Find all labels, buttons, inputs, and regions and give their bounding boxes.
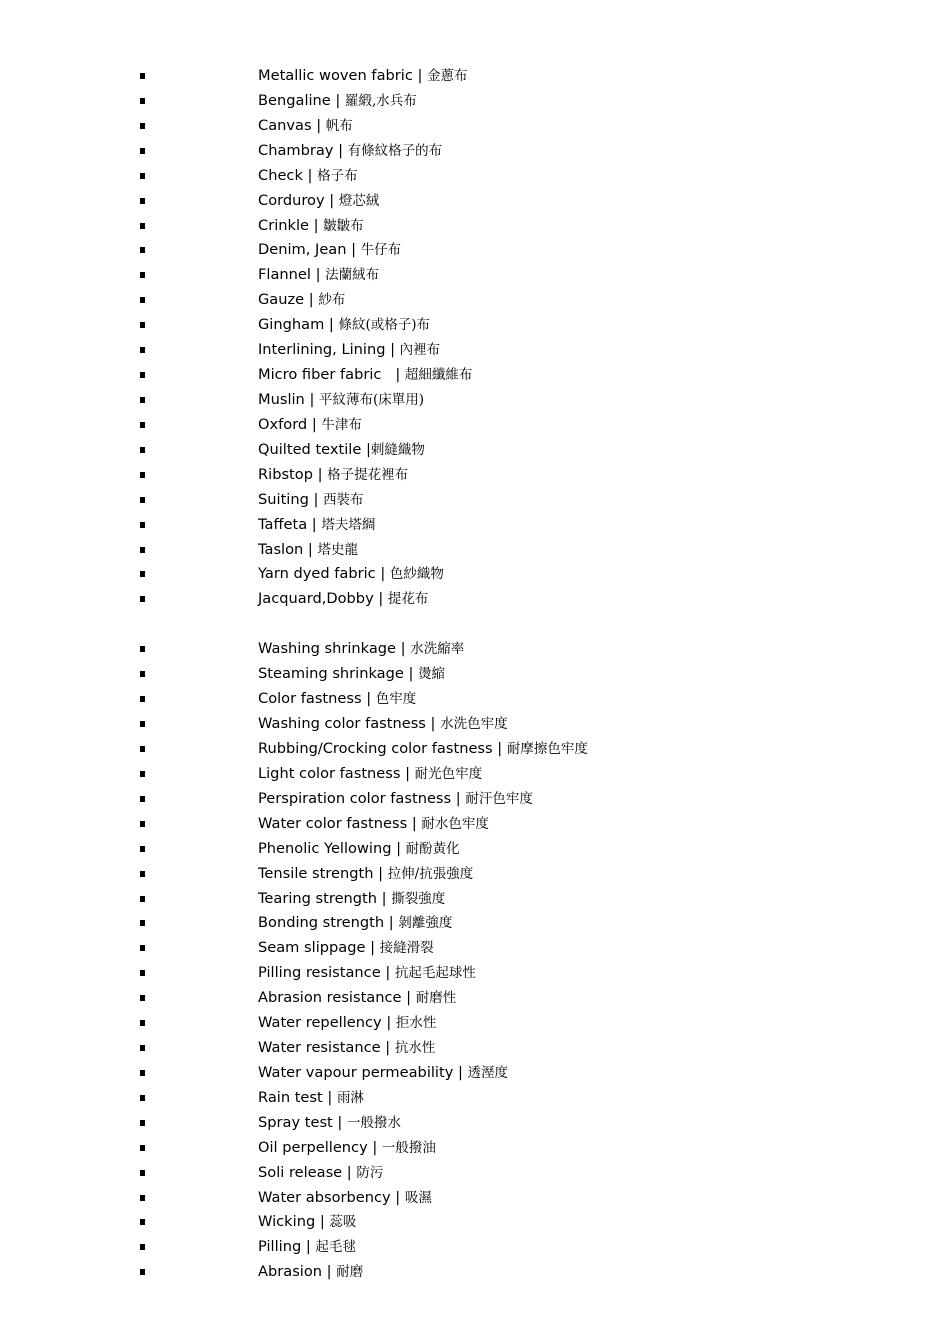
list-item <box>0 214 950 239</box>
english-term: Washing shrinkage | <box>258 640 411 658</box>
english-term: Denim, Jean | <box>258 241 361 259</box>
square-bullet-icon <box>140 447 145 453</box>
english-term: Light color fastness | <box>258 764 415 782</box>
english-term: Washing color fastness | <box>258 715 441 733</box>
list-item <box>0 737 950 762</box>
english-term: Taslon | <box>258 540 318 558</box>
english-term: Perspiration color fastness | <box>258 789 466 807</box>
english-term: Micro fiber fabric | <box>258 366 405 384</box>
square-bullet-icon <box>140 322 145 328</box>
square-bullet-icon <box>140 571 145 577</box>
term-text <box>258 114 353 139</box>
english-term: Seam slippage | <box>258 939 380 957</box>
list-item <box>0 637 950 662</box>
english-term: Interlining, Lining | <box>258 341 400 359</box>
chinese-term: 格子提花裡布 <box>327 466 409 483</box>
term-text <box>258 313 430 338</box>
testing-terms-list <box>0 637 950 1285</box>
chinese-term: 格子布 <box>317 167 358 184</box>
list-item <box>0 1210 950 1235</box>
chinese-term: 撕裂強度 <box>391 890 446 907</box>
square-bullet-icon <box>140 696 145 702</box>
chinese-term: 燈芯絨 <box>338 192 380 209</box>
square-bullet-icon <box>140 995 145 1001</box>
glossary-document <box>0 64 950 1285</box>
list-item <box>0 238 950 263</box>
term-text <box>258 238 401 263</box>
square-bullet-icon <box>140 472 145 478</box>
term-text <box>258 637 464 662</box>
square-bullet-icon <box>140 547 145 553</box>
list-item <box>0 1061 950 1086</box>
square-bullet-icon <box>140 372 145 378</box>
square-bullet-icon <box>140 721 145 727</box>
term-text <box>258 538 358 563</box>
square-bullet-icon <box>140 297 145 303</box>
square-bullet-icon <box>140 148 145 154</box>
english-term: Rain test | <box>258 1088 337 1106</box>
list-item <box>0 862 950 887</box>
chinese-term: 皺皺布 <box>323 217 364 234</box>
term-text <box>258 338 440 363</box>
english-term: Color fastness | <box>258 690 376 708</box>
chinese-term: 抗起毛起球性 <box>394 965 476 982</box>
list-item <box>0 1235 950 1260</box>
list-item <box>0 961 950 986</box>
chinese-term: 燙縮 <box>418 666 446 683</box>
chinese-term: 耐摩擦色牢度 <box>506 740 588 757</box>
square-bullet-icon <box>140 646 145 652</box>
term-text <box>258 762 482 787</box>
chinese-term: 塔史龍 <box>317 541 358 558</box>
square-bullet-icon <box>140 871 145 877</box>
list-item <box>0 89 950 114</box>
term-text <box>258 562 444 587</box>
chinese-term: 一般撥水 <box>346 1114 401 1131</box>
chinese-term: 帆布 <box>325 117 353 134</box>
term-text <box>258 837 460 862</box>
list-item <box>0 1186 950 1211</box>
list-item <box>0 986 950 1011</box>
square-bullet-icon <box>140 1045 145 1051</box>
term-text <box>258 1136 436 1161</box>
term-text <box>258 662 445 687</box>
english-term: Muslin | <box>258 390 319 408</box>
list-item <box>0 1161 950 1186</box>
square-bullet-icon <box>140 347 145 353</box>
chinese-term: 條紋(或格子)布 <box>338 317 431 334</box>
chinese-term: 羅緞,水兵布 <box>344 92 417 109</box>
chinese-term: 剌縫織物 <box>370 441 425 458</box>
square-bullet-icon <box>140 522 145 528</box>
english-term: Water vapour permeability | <box>258 1063 468 1081</box>
list-item <box>0 488 950 513</box>
english-term: Corduroy | <box>258 191 339 209</box>
chinese-term: 透溼度 <box>467 1064 509 1081</box>
chinese-term: 色牢度 <box>375 691 417 708</box>
chinese-term: 水洗縮率 <box>410 641 465 658</box>
english-term: Spray test | <box>258 1113 347 1131</box>
list-item <box>0 64 950 89</box>
square-bullet-icon <box>140 671 145 677</box>
term-text <box>258 1036 435 1061</box>
list-item <box>0 1111 950 1136</box>
list-item <box>0 562 950 587</box>
english-term: Oil perpellency | <box>258 1138 382 1156</box>
english-term: Tensile strength | <box>258 864 388 882</box>
term-text <box>258 787 533 812</box>
english-term: Tearing strength | <box>258 889 392 907</box>
english-term: Bonding strength | <box>258 914 399 932</box>
term-text <box>258 1111 401 1136</box>
english-term: Bengaline | <box>258 91 345 109</box>
english-term: Soli release | <box>258 1163 357 1181</box>
english-term: Taffeta | <box>258 515 322 533</box>
english-term: Steaming shrinkage | <box>258 665 419 683</box>
list-item <box>0 911 950 936</box>
english-term: Abrasion resistance | <box>258 989 416 1007</box>
list-item <box>0 587 950 612</box>
chinese-term: 耐光色牢度 <box>414 765 483 782</box>
chinese-term: 拒水性 <box>395 1015 437 1032</box>
square-bullet-icon <box>140 945 145 951</box>
term-text <box>258 887 445 912</box>
list-item <box>0 1260 950 1285</box>
term-text <box>258 911 452 936</box>
list-item <box>0 1011 950 1036</box>
term-text <box>258 189 379 214</box>
chinese-term: 蕊吸 <box>329 1214 357 1231</box>
list-item <box>0 837 950 862</box>
term-text <box>258 263 379 288</box>
square-bullet-icon <box>140 497 145 503</box>
square-bullet-icon <box>140 1219 145 1225</box>
square-bullet-icon <box>140 1170 145 1176</box>
term-text <box>258 463 408 488</box>
english-term: Gauze | <box>258 291 319 309</box>
list-item <box>0 139 950 164</box>
list-item <box>0 1036 950 1061</box>
english-term: Pilling | <box>258 1238 316 1256</box>
chinese-term: 吸濕 <box>404 1189 432 1206</box>
english-term: Chambray | <box>258 141 348 159</box>
chinese-term: 防污 <box>356 1164 384 1181</box>
english-term: Phenolic Yellowing | <box>258 839 406 857</box>
chinese-term: 耐汗色牢度 <box>465 790 533 807</box>
list-item <box>0 313 950 338</box>
term-text <box>258 1161 383 1186</box>
term-text <box>258 363 472 388</box>
english-term: Quilted textile | <box>258 440 371 458</box>
list-item <box>0 513 950 538</box>
square-bullet-icon <box>140 422 145 428</box>
square-bullet-icon <box>140 596 145 602</box>
list-item <box>0 712 950 737</box>
list-item <box>0 687 950 712</box>
term-text <box>258 164 358 189</box>
english-term: Flannel | <box>258 266 326 284</box>
square-bullet-icon <box>140 821 145 827</box>
chinese-term: 抗水性 <box>394 1040 436 1057</box>
english-term: Water absorbency | <box>258 1188 405 1206</box>
term-text <box>258 862 473 887</box>
square-bullet-icon <box>140 1269 145 1275</box>
square-bullet-icon <box>140 223 145 229</box>
term-text <box>258 961 476 986</box>
square-bullet-icon <box>140 1095 145 1101</box>
square-bullet-icon <box>140 73 145 79</box>
term-text <box>258 1186 432 1211</box>
list-item <box>0 114 950 139</box>
list-item <box>0 338 950 363</box>
list-item <box>0 388 950 413</box>
fabric-terms-list <box>0 64 950 612</box>
term-text <box>258 64 468 89</box>
chinese-term: 西裝布 <box>323 491 364 508</box>
chinese-term: 起毛毬 <box>315 1239 356 1256</box>
term-text <box>258 288 345 313</box>
list-item <box>0 288 950 313</box>
list-item <box>0 887 950 912</box>
chinese-term: 雨淋 <box>336 1089 364 1106</box>
english-term: Canvas | <box>258 116 326 134</box>
english-term: Oxford | <box>258 415 322 433</box>
square-bullet-icon <box>140 1145 145 1151</box>
chinese-term: 牛仔布 <box>360 242 402 259</box>
english-term: Check | <box>258 166 318 184</box>
term-text <box>258 1086 364 1111</box>
english-term: Ribstop | <box>258 465 328 483</box>
square-bullet-icon <box>140 173 145 179</box>
chinese-term: 色紗織物 <box>389 566 444 583</box>
square-bullet-icon <box>140 796 145 802</box>
english-term: Abrasion | <box>258 1263 337 1281</box>
term-text <box>258 1210 356 1235</box>
term-text <box>258 513 375 538</box>
chinese-term: 耐酚黃化 <box>405 840 460 857</box>
term-text <box>258 488 364 513</box>
square-bullet-icon <box>140 98 145 104</box>
square-bullet-icon <box>140 746 145 752</box>
chinese-term: 平紋薄布(床單用) <box>319 391 425 408</box>
term-text <box>258 214 364 239</box>
chinese-term: 水洗色牢度 <box>440 716 508 733</box>
english-term: Water resistance | <box>258 1039 395 1057</box>
english-term: Water color fastness | <box>258 814 422 832</box>
english-term: Gingham | <box>258 316 339 334</box>
term-text <box>258 438 425 463</box>
english-term: Crinkle | <box>258 216 324 234</box>
list-item <box>0 762 950 787</box>
square-bullet-icon <box>140 123 145 129</box>
english-term: Jacquard,Dobby | <box>258 590 388 608</box>
list-item <box>0 363 950 388</box>
list-item <box>0 538 950 563</box>
square-bullet-icon <box>140 771 145 777</box>
english-term: Yarn dyed fabric | <box>258 565 390 583</box>
list-item <box>0 1136 950 1161</box>
english-term: Pilling resistance | <box>258 964 395 982</box>
list-item <box>0 1086 950 1111</box>
term-text <box>258 1061 508 1086</box>
square-bullet-icon <box>140 896 145 902</box>
list-item <box>0 413 950 438</box>
square-bullet-icon <box>140 1020 145 1026</box>
chinese-term: 超細纖維布 <box>404 367 473 384</box>
term-text <box>258 1235 356 1260</box>
chinese-term: 拉伸/抗張強度 <box>387 865 474 882</box>
list-item <box>0 438 950 463</box>
term-text <box>258 687 416 712</box>
term-text <box>258 139 442 164</box>
square-bullet-icon <box>140 1195 145 1201</box>
term-text <box>258 413 362 438</box>
chinese-term: 紗布 <box>318 292 346 309</box>
square-bullet-icon <box>140 247 145 253</box>
list-item <box>0 463 950 488</box>
square-bullet-icon <box>140 1070 145 1076</box>
term-text <box>258 936 434 961</box>
term-text <box>258 986 456 1011</box>
square-bullet-icon <box>140 198 145 204</box>
list-item <box>0 164 950 189</box>
chinese-term: 耐水色牢度 <box>421 815 489 832</box>
chinese-term: 內裡布 <box>399 342 441 359</box>
square-bullet-icon <box>140 397 145 403</box>
chinese-term: 剝離強度 <box>398 915 453 932</box>
square-bullet-icon <box>140 920 145 926</box>
list-item <box>0 263 950 288</box>
chinese-term: 耐磨性 <box>415 990 457 1007</box>
square-bullet-icon <box>140 272 145 278</box>
list-item <box>0 787 950 812</box>
term-text <box>258 712 508 737</box>
list-item <box>0 936 950 961</box>
english-term: Wicking | <box>258 1213 330 1231</box>
term-text <box>258 812 489 837</box>
chinese-term: 耐磨 <box>336 1264 364 1281</box>
term-text <box>258 388 424 413</box>
list-item <box>0 662 950 687</box>
chinese-term: 金蔥布 <box>427 68 468 84</box>
chinese-term: 接縫滑裂 <box>379 940 434 957</box>
chinese-term: 塔夫塔綢 <box>321 516 376 533</box>
chinese-term: 一般撥油 <box>381 1139 436 1156</box>
square-bullet-icon <box>140 846 145 852</box>
list-item <box>0 189 950 214</box>
term-text <box>258 587 428 612</box>
chinese-term: 法蘭絨布 <box>325 267 380 284</box>
chinese-term: 提花布 <box>387 591 429 608</box>
chinese-term: 有條紋格子的布 <box>347 142 443 159</box>
english-term: Suiting | <box>258 490 324 508</box>
english-term: Metallic woven fabric | <box>258 67 428 84</box>
chinese-term: 牛津布 <box>321 416 362 433</box>
square-bullet-icon <box>140 1120 145 1126</box>
english-term: Water repellency | <box>258 1014 396 1032</box>
list-item <box>0 812 950 837</box>
term-text <box>258 89 417 114</box>
term-text <box>258 737 588 762</box>
term-text <box>258 1011 436 1036</box>
english-term: Rubbing/Crocking color fastness | <box>258 739 507 757</box>
square-bullet-icon <box>140 1244 145 1250</box>
square-bullet-icon <box>140 970 145 976</box>
term-text <box>258 1260 363 1285</box>
